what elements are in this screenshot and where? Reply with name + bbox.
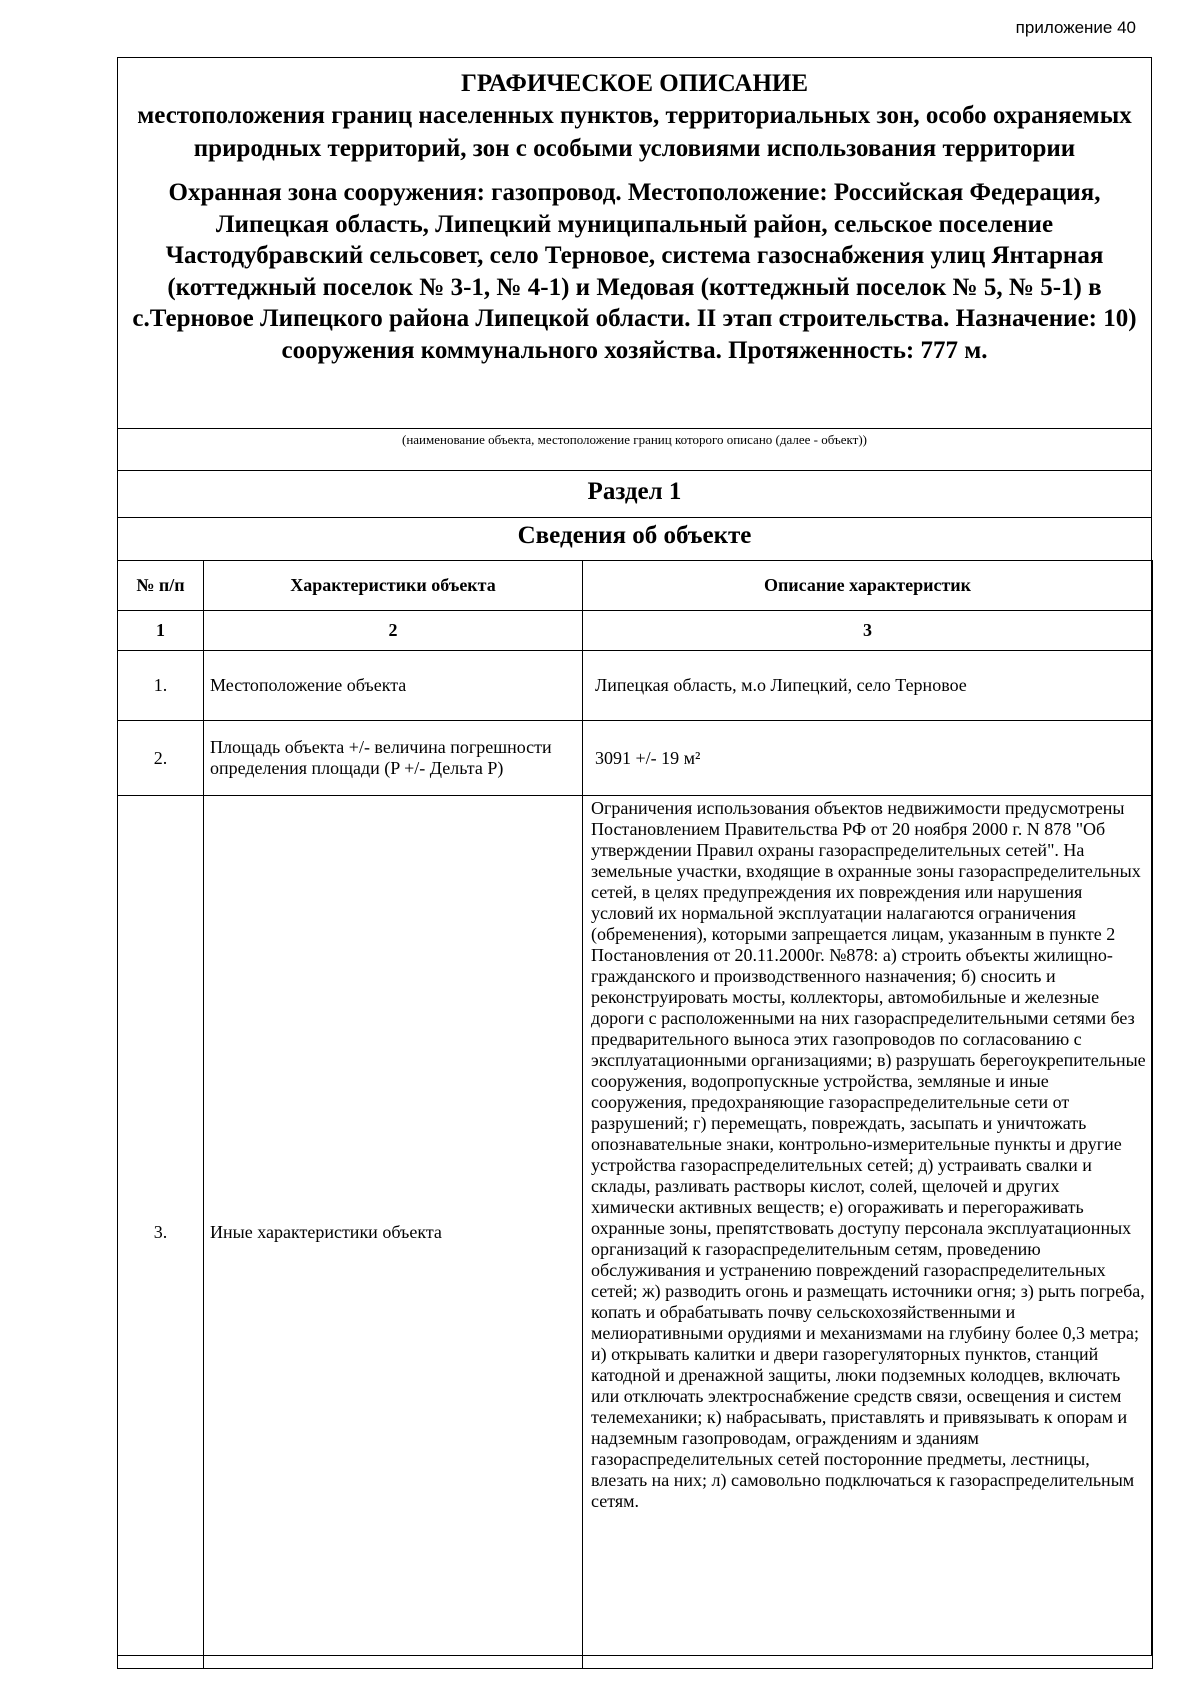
row-number: 1. xyxy=(118,651,204,721)
caption-divider xyxy=(118,470,1151,471)
document-subtitle: местоположения границ населенных пунктов, территориальных зон, особо охраняемых природных территорий, зон с особыми условиями использования территории xyxy=(137,102,1132,162)
object-name: Охранная зона сооружения: газопровод. Местоположение: Российская Федерация, Липецкая область, Липецкий муниципальный район, сельское поселение Частодубравский сельсовет, село Терновое, система газоснабжения улиц Янтарная (коттеджный поселок № 3-1, № 4-1) и Медовая (коттеджный поселок № 5, № 5-1) в с.Терновое Липецкого района Липецкой области. II этап строительства. Назначение: 10) сооружения коммунального хозяйства. Протяженность: 777 м. xyxy=(132,179,1137,364)
row-description: 3091 +/- 19 м² xyxy=(583,721,1153,796)
table-row xyxy=(118,651,1153,721)
column-number: 2 xyxy=(204,611,583,651)
row-number: 2. xyxy=(118,721,204,796)
document-header xyxy=(118,58,1151,428)
row-characteristic: Местоположение объекта xyxy=(204,651,583,721)
row-description: Ограничения использования объектов недвижимости предусмотрены Постановлением Правительства РФ от 20 ноября 2000 г. N 878 "Об утверждении Правил охраны газораспределительных сетей". На земельные участки, входящие в охранные зоны газораспределительных сетей, в целях предупреждения их повреждения или нарушения условий их нормальной эксплуатации налагаются ограничения (обременения), которыми запрещается лицам, указанным в пункте 2 Постановления от 20.11.2000г. №878: а) строить объекты жилищно-гражданского и производственного назначения; б) сносить и реконструировать мосты, коллекторы, автомобильные и железные дороги с расположенными на них газораспределительными сетями без предварительного выноса этих газопроводов по согласованию с эксплуатационными организациями; в) разрушать берегоукрепительные сооружения, водопропускные устройства, земляные и иные сооружения, предохраняющие газораспределительные сети от разрушений; г) перемещать, повреждать, засыпать и уничтожать опознавательные знаки, контрольно-измерительные пункты и другие устройства газораспределительных сетей; д) устраивать свалки и склады, разливать растворы кислот, солей, щелочей и других химически активных веществ; е) огораживать и перегораживать охранные зоны, препятствовать доступу персонала эксплуатационных организаций к газораспределительным сетям, проведению обслуживания и устранению повреждений газораспределительных сетей; ж) разводить огонь и размещать источники огня; з) рыть погреба, копать и обрабатывать почву сельскохозяйственными и мелиоративными орудиями и механизмами на глубину более 0,3 метра; и) открывать калитки и двери газорегуляторных пунктов, станций катодной и дренажной защиты, люки подземных колодцев, включать или отключать электроснабжение средств связи, освещения и систем телемеханики; к) набрасывать, приставлять и привязывать к опорам и надземным газопроводам, ограждениям и зданиям газораспределительных сетей посторонние предметы, лестницы, влезать на них; л) самовольно подключаться к газораспределительным сетям. xyxy=(583,796,1153,1669)
section-number: Раздел 1 xyxy=(587,478,682,505)
row-number: 3. xyxy=(118,796,204,1669)
column-header: Описание характеристик xyxy=(583,561,1153,611)
section-divider xyxy=(118,517,1151,518)
row-characteristic: Площадь объекта +/- величина погрешности определения площади (P +/- Дельта P) xyxy=(204,721,583,796)
row-characteristic: Иные характеристики объекта xyxy=(204,796,583,1669)
object-caption: (наименование объекта, местоположение границ которого описано (далее - объект)) xyxy=(402,432,867,447)
column-number-row xyxy=(118,611,1153,651)
header-divider xyxy=(118,428,1151,429)
column-header: Характеристики объекта xyxy=(204,561,583,611)
object-info-table xyxy=(117,560,1153,1669)
table-row xyxy=(118,796,1153,1669)
column-header: № п/п xyxy=(118,561,204,611)
document-title: ГРАФИЧЕСКОЕ ОПИСАНИЕ xyxy=(460,70,809,97)
row-description: Липецкая область, м.о Липецкий, село Терновое xyxy=(583,651,1153,721)
table-row xyxy=(118,721,1153,796)
column-number: 1 xyxy=(118,611,204,651)
document-frame xyxy=(117,57,1152,1656)
section-title: Сведения об объекте xyxy=(517,522,752,549)
appendix-number: приложение 40 xyxy=(1015,18,1136,37)
column-number: 3 xyxy=(583,611,1153,651)
table-header-row xyxy=(118,561,1153,611)
